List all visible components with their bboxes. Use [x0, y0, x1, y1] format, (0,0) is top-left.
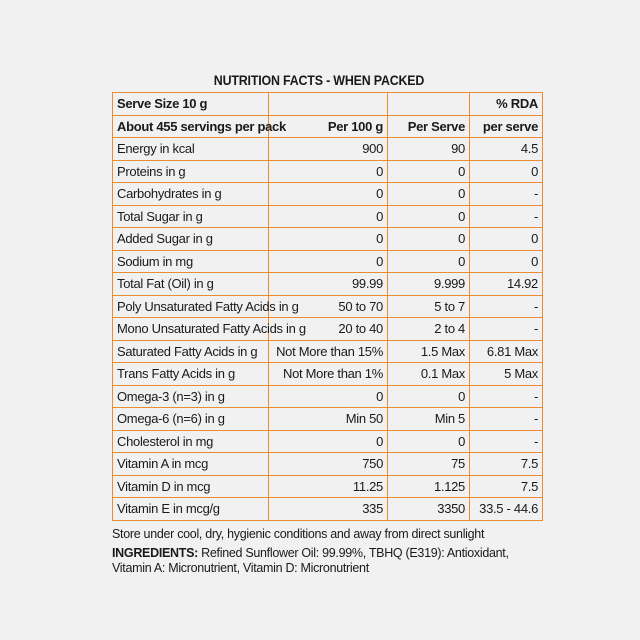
nutrient-name-cell: Vitamin E in mcg/g [113, 498, 269, 521]
nutrient-name-cell: Trans Fatty Acids in g [113, 363, 269, 386]
nutrient-name-cell: Cholesterol in mg [113, 430, 269, 453]
per-100g-cell: 99.99 [269, 273, 388, 296]
table-row [113, 363, 543, 386]
per-100g-cell: 11.25 [269, 475, 388, 498]
rda-cell: 5 Max [470, 363, 543, 386]
nutrient-name-cell: Total Fat (Oil) in g [113, 273, 269, 296]
per-serve-cell: 3350 [388, 498, 470, 521]
per-100g-cell: Min 50 [269, 408, 388, 431]
per-100g-cell: 0 [269, 250, 388, 273]
table-row [113, 430, 543, 453]
rda-cell: 6.81 Max [470, 340, 543, 363]
table-row [113, 340, 543, 363]
per-100g-cell: 0 [269, 385, 388, 408]
rda-cell: 7.5 [470, 475, 543, 498]
per-serve-cell: 5 to 7 [388, 295, 470, 318]
table-row [113, 318, 543, 341]
nutrient-name-cell: Sodium in mg [113, 250, 269, 273]
nutrient-name-cell: Carbohydrates in g [113, 183, 269, 206]
ingredients-line-1: Refined Sunflower Oil: 99.99%, TBHQ (E319): Antioxidant, [198, 545, 509, 560]
nutrient-name-cell: Omega-6 (n=6) in g [113, 408, 269, 431]
rda-cell: - [470, 183, 543, 206]
rda-cell: 0 [470, 250, 543, 273]
servings-per-pack-cell: About 455 servings per pack [113, 115, 269, 138]
per-100g-header-cell: Per 100 g [269, 115, 388, 138]
rda-cell: 0 [470, 160, 543, 183]
header-blank-cell [388, 93, 470, 116]
per-100g-cell: 0 [269, 228, 388, 251]
nutrition-label [112, 70, 538, 580]
per-serve-cell: 0 [388, 250, 470, 273]
rda-cell: 14.92 [470, 273, 543, 296]
ingredients-text [112, 546, 526, 576]
table-row [113, 250, 543, 273]
rda-cell: - [470, 318, 543, 341]
per-serve-cell: 0 [388, 205, 470, 228]
per-100g-cell: 0 [269, 183, 388, 206]
per-serve-cell: 0 [388, 183, 470, 206]
per-100g-cell: 335 [269, 498, 388, 521]
per-serve-cell: 2 to 4 [388, 318, 470, 341]
rda-cell: 0 [470, 228, 543, 251]
rda-cell: - [470, 408, 543, 431]
rda-per-serve-header-cell: per serve [470, 115, 543, 138]
rda-cell: - [470, 205, 543, 228]
per-serve-cell: 90 [388, 138, 470, 161]
storage-instructions: Store under cool, dry, hygienic conditions and away from direct sunlight [112, 526, 485, 541]
table-row [113, 273, 543, 296]
per-100g-cell: 750 [269, 453, 388, 476]
nutrient-name-cell: Total Sugar in g [113, 205, 269, 228]
nutrition-table [112, 92, 543, 521]
per-100g-cell: 900 [269, 138, 388, 161]
rda-cell: 33.5 - 44.6 [470, 498, 543, 521]
nutrient-name-cell: Added Sugar in g [113, 228, 269, 251]
nutrient-name-cell: Saturated Fatty Acids in g [113, 340, 269, 363]
nutrient-name-cell: Vitamin A in mcg [113, 453, 269, 476]
per-serve-cell: 0 [388, 160, 470, 183]
table-row [113, 138, 543, 161]
nutrient-name-cell: Proteins in g [113, 160, 269, 183]
table-row [113, 453, 543, 476]
per-100g-cell: 20 to 40 [269, 318, 388, 341]
per-100g-cell: 0 [269, 205, 388, 228]
table-row [113, 475, 543, 498]
per-serve-cell: 1.125 [388, 475, 470, 498]
nutrient-name-cell: Poly Unsaturated Fatty Acids in g [113, 295, 269, 318]
rda-cell: - [470, 430, 543, 453]
nutrient-name-cell: Omega-3 (n=3) in g [113, 385, 269, 408]
header-row-serving [113, 93, 543, 116]
table-row [113, 498, 543, 521]
table-row [113, 228, 543, 251]
rda-cell: - [470, 385, 543, 408]
table-row [113, 408, 543, 431]
per-serve-header-cell: Per Serve [388, 115, 470, 138]
per-serve-cell: 75 [388, 453, 470, 476]
per-serve-cell: Min 5 [388, 408, 470, 431]
per-serve-cell: 0 [388, 430, 470, 453]
nutrient-name-cell: Energy in kcal [113, 138, 269, 161]
rda-cell: - [470, 295, 543, 318]
per-100g-cell: Not More than 15% [269, 340, 388, 363]
label-notes [112, 527, 526, 576]
label-title: NUTRITION FACTS - WHEN PACKED [213, 73, 425, 88]
header-row-columns [113, 115, 543, 138]
serve-size-cell: Serve Size 10 g [113, 93, 269, 116]
table-row [113, 295, 543, 318]
table-row [113, 205, 543, 228]
header-blank-cell [269, 93, 388, 116]
per-serve-cell: 0 [388, 228, 470, 251]
table-row [113, 183, 543, 206]
per-100g-cell: Not More than 1% [269, 363, 388, 386]
table-row [113, 160, 543, 183]
nutrient-name-cell: Vitamin D in mcg [113, 475, 269, 498]
rda-cell: 7.5 [470, 453, 543, 476]
per-serve-cell: 0 [388, 385, 470, 408]
nutrient-name-cell: Mono Unsaturated Fatty Acids in g [113, 318, 269, 341]
per-100g-cell: 0 [269, 160, 388, 183]
rda-cell: 4.5 [470, 138, 543, 161]
per-serve-cell: 1.5 Max [388, 340, 470, 363]
per-100g-cell: 0 [269, 430, 388, 453]
rda-header-cell: % RDA [470, 93, 543, 116]
ingredients-label: INGREDIENTS: [112, 545, 198, 560]
table-row [113, 385, 543, 408]
per-serve-cell: 9.999 [388, 273, 470, 296]
per-serve-cell: 0.1 Max [388, 363, 470, 386]
ingredients-line-2: Vitamin A: Micronutrient, Vitamin D: Micronutrient [112, 560, 369, 575]
per-100g-cell: 50 to 70 [269, 295, 388, 318]
